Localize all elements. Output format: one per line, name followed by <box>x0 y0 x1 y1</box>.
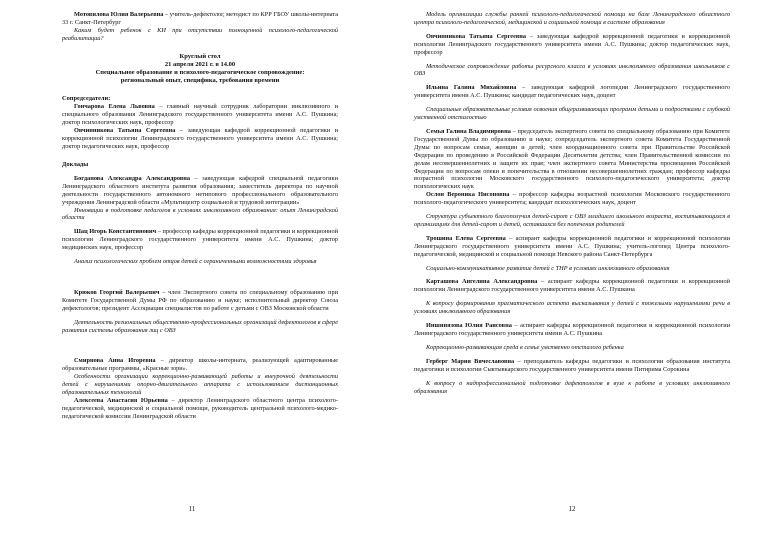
report-entry <box>62 357 338 373</box>
page-right <box>384 0 768 544</box>
round-table-title: Круглый стол <box>179 52 221 60</box>
talk-topic: Специальные образовательные условия освоения общеразвивающих программ детьми и подростками с глубокой умственной отсталостью <box>414 106 730 122</box>
talk-topic: Каким будет ребенок с КИ при отсутствии полноценной психолого-педагогической реабилитации? <box>62 26 338 42</box>
page-number: 12 <box>568 505 576 513</box>
speaker-info: – учитель-дефектолог, методист по КРР ГБОУ школы-интерната 33 г. Санкт-Петербург <box>62 11 338 26</box>
speaker-name: Семья Галина Владимировна <box>426 127 511 135</box>
speaker-name: Иншинязова Юлия Раисовна <box>426 322 512 330</box>
speaker-info: – председатель экспертного совета по специальному образованию при Комитете Государственной Думы по образованию и науке; сопредседатель экспертного совета Комитета Государственной Думы по вопросам семьи, женщин и детей; член координационного совета при Правительстве Российской Федерации по проведению в Российской Федерации Десятилетия детства; член Правительственной комиссии по делам несовершеннолетних и защите их прав; член экспертного совета Министерства просвещения Российской Федерации по вопросам опеки и попечительства в отношении несовершеннолетних граждан; профессор кафедры возрастной психологии Московского государственного психолого-педагогического университета; доктор психологических наук <box>414 127 730 191</box>
speaker-name: Алексеева Анастасия Юрьевна <box>74 397 168 404</box>
talk-topic: К вопросу формирования прагматического аспекта высказывания у детей с тяжелыми нарушениями речи в условиях инклюзивного образования <box>414 300 730 316</box>
speaker-name: Овчинникова Татьяна Сергеевна <box>426 32 527 40</box>
speaker-info: – главный научный сотрудник лаборатории инклюзивного и специального образования Ленинградского государственного университета имени А.С. Пушкина; доктор психологических наук, профессор <box>62 103 338 127</box>
speaker-name: Ильина Галина Михайловна <box>426 84 517 92</box>
speaker-info: – директор школы-интерната, реализующей адаптированные образовательные программы, «Красные зори». <box>62 357 338 373</box>
speaker-name: Гончарова Елена Львовна <box>74 103 155 111</box>
speaker-name: Богданова Александра Александровна <box>74 174 190 182</box>
talk-topic: Коррекционно-развивающая среда в семье умственно отсталого ребенка <box>426 343 624 351</box>
report-entry <box>414 322 730 338</box>
report-entry <box>414 84 730 100</box>
talk-topic: К вопросу о надпрофессиональной подготовке дефектологов в вузе к работе в условиях инклюзивного образования <box>414 379 730 395</box>
talk-topic: Социально-коммуникативное развитие детей с ТНР в условиях инклюзивного образования <box>426 264 670 272</box>
report-entry <box>62 397 338 421</box>
speaker-name: Крюков Георгий Валерьевич <box>74 288 160 296</box>
talk-topic: Особенности организации коррекционно-развивающей работы и внеурочной деятельности детей с нарушениями опорно-двигательного аппарата с использованием дистанционных образовательных технологий <box>62 373 338 397</box>
speaker-info: – аспирант кафедры коррекционной педагогики и коррекционной психологии Ленинградского государственного университета имени А.С. Пушкина <box>414 322 730 337</box>
speaker-info: – заведующая кафедрой логопедии Ленинградского государственного университета имени А.С. Пушкина; кандидат педагогических наук, доцент <box>414 84 730 100</box>
report-entry <box>414 358 730 374</box>
speaker-info: – директор Ленинградского областного центра психолого-педагогической, медицинской и социальной помощи, руководитель центральной психолого-медико-педагогической комиссии Ленинградской области <box>62 397 338 420</box>
left-column <box>62 11 338 421</box>
page-number: 11 <box>188 505 196 513</box>
speaker-info: – заведующая кафедрой коррекционной педагогики и коррекционной психологии Ленинградского государственного университета имени А.С. Пушкина; доктор педагогических наук, профессор <box>62 127 338 150</box>
round-table-theme-1: Специальное образование и психолого-педагогическое сопровождение: <box>95 69 305 77</box>
round-table-date: 21 апреля 2021 г. в 14.00 <box>164 60 236 68</box>
talk-topic: Структура субъектного благополучия детей-сирот с ОВЗ младшего школьного возраста, воспитывающихся в организациях для детей-сирот и детей, оставшихся без попечения родителей <box>414 213 730 228</box>
talk-topic: Инновации в подготовке педагогов в условиях инклюзивного образования: опыт Ленинградской области <box>62 206 338 222</box>
speaker-info: – профессор кафедры коррекционной педагогики и коррекционной психологии Ленинградского государственного университета имени А.С. Пушкина; доктор медицинских наук, профессор <box>62 228 338 252</box>
speaker-name: Герберг Мария Вячеславовна <box>426 357 515 365</box>
talk-topic: Анализ психологических проблем отцов детей с ограниченными возможностями здоровья <box>74 258 317 266</box>
cochair-entry <box>62 127 338 151</box>
speaker-name: Шац Игорь Константинович <box>74 228 157 236</box>
reports-heading: Доклады <box>62 160 89 168</box>
speaker-name: Овчинникова Татьяна Сергеевна <box>74 127 176 135</box>
speaker-info: – заведующая кафедрой коррекционной педагогики и коррекционной психологии Ленинградского государственного университета имени А.С. Пушкина; доктор педагогических наук, профессор <box>414 32 730 56</box>
speaker-info: – аспирант кафедры коррекционной педагогики и коррекционной психологии Ленинградского государственного университета имени А.С. Пушкина <box>414 278 730 294</box>
intro-entry <box>62 11 338 27</box>
talk-topic: Модель организации службы ранней психолого-педагогической помощи на базе Ленинградского областного центра психолого-педагогической, медицинской и социальной помощи в системе образования <box>414 11 730 26</box>
report-entry <box>414 278 730 294</box>
cochairs-heading: Сопредседатели: <box>62 95 111 103</box>
report-entry <box>414 191 730 207</box>
speaker-info: – член Экспертного совета по специальному образованию при Комитете Государственной Думы РФ по образованию и науке; исполнительный директор Союза дефектологов; президент Ассоциации специалистов по работе с детьми с ОВЗ Московской области <box>62 288 338 312</box>
right-column <box>414 11 730 395</box>
report-entry <box>414 128 730 191</box>
speaker-name: Трошина Елена Сергеевна <box>426 234 506 242</box>
report-entry <box>414 33 730 57</box>
speaker-name: Мотовилова Юлия Валерьевна <box>74 11 164 18</box>
speaker-name: Смирнова Анна Игоревна <box>74 357 156 365</box>
speaker-info: – заведующая кафедрой специальной педагогики Ленинградского областного института развития образования; заместитель директора по научной деятельности государственного автономного нетипового профессионального образовательного учреждения Ленинградской области «Мультицентр социальной и трудовой интеграции» <box>62 174 338 206</box>
report-entry <box>62 289 338 313</box>
report-entry <box>62 228 338 252</box>
report-entry <box>414 235 730 259</box>
speaker-name: Ослон Вероника Нисоновна <box>426 191 510 199</box>
cochair-entry <box>62 103 338 127</box>
speaker-info: – аспирант кафедры коррекционной педагогики и коррекционной психологии Ленинградского государственного университета имени А.С. Пушкина; учитель-логопед Центра психолого-педагогической, медицинской и социальной помощи Невского района Санкт-Петербурга <box>414 234 730 258</box>
speaker-info: – профессор кафедры возрастной психологии Московского государственного психолого-педагогического университета; кандидат психологических наук, доцент <box>414 191 730 207</box>
talk-topic: Деятельность региональных общественно-профессиональных организаций дефектологов в сфере развития системы образования лиц с ОВЗ <box>62 318 338 334</box>
talk-topic: Методическое сопровождение работы ресурсного класса в условиях инклюзивного образования школьников с ОВЗ <box>414 62 730 78</box>
speaker-name: Карташова Ангелина Александровна <box>426 278 538 286</box>
speaker-info: – преподаватель кафедры педагогики и психологии образования института педагогики и психологии Сыктывкарского государственного университета имени Питирима Сорокина <box>414 357 730 373</box>
report-entry <box>62 175 338 207</box>
round-table-theme-2: региональный опыт, специфика, требования времени <box>120 77 280 85</box>
